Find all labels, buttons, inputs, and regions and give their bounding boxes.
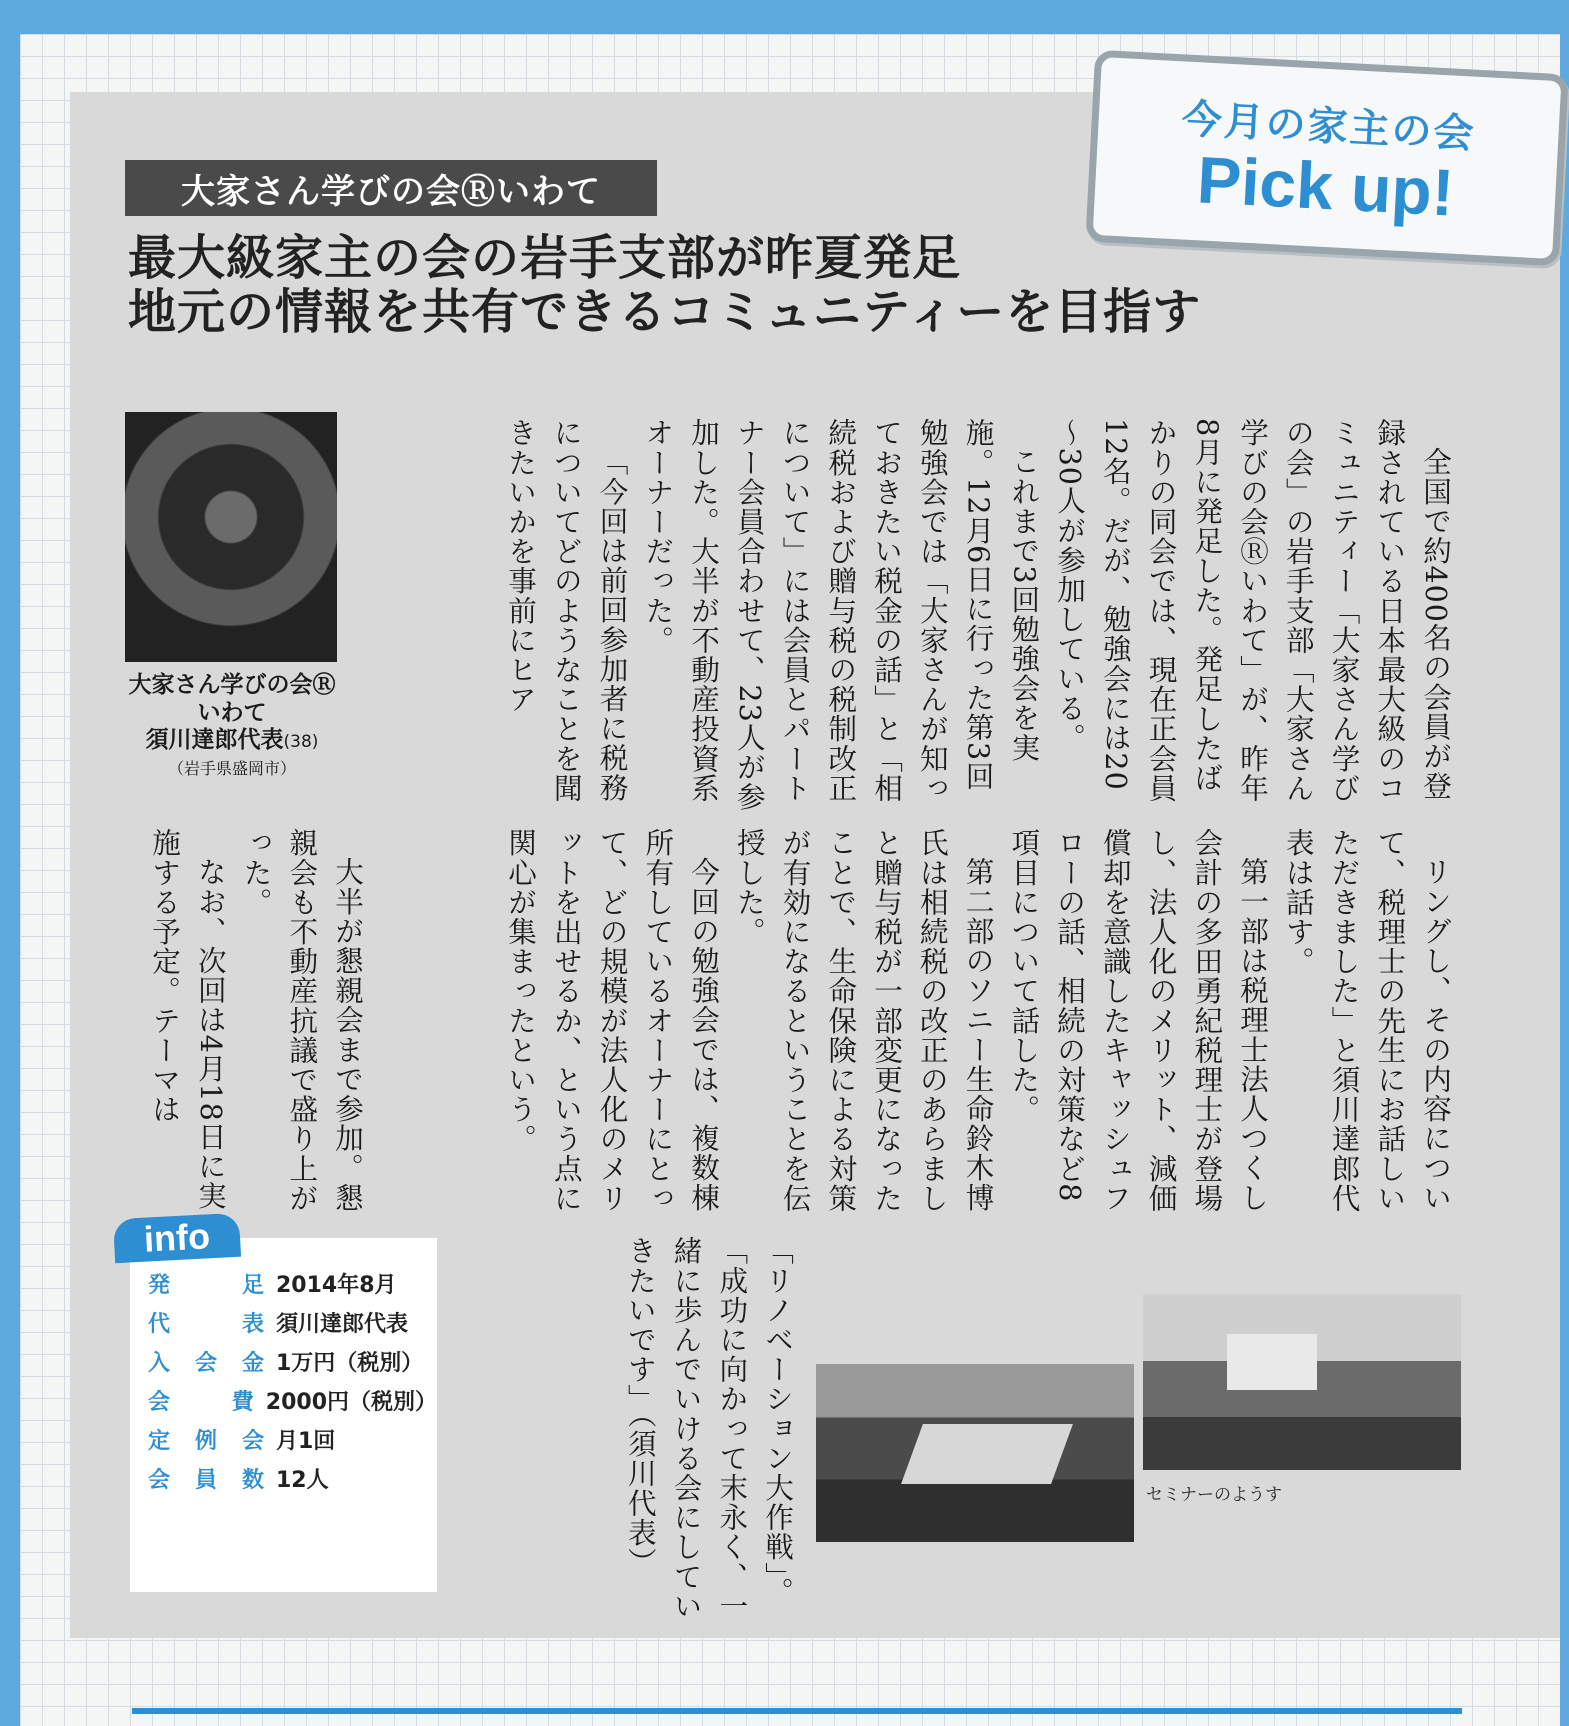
caption-location: （岩手県盛岡市） — [167, 758, 296, 778]
body-text-closing — [500, 1236, 800, 1636]
info-row — [148, 1342, 437, 1381]
bottom-rule — [132, 1708, 1462, 1714]
body-paragraph: 「リノベーション大作戦」。「成功に向かって末永く、一緒に歩んでいける会にしていきたいです」（須川代表） — [623, 1236, 795, 1621]
body-paragraph: 第一部は税理士法人つくし会計の多田勇紀税理士が登場し、法人化のメリット、減価償却を意識したキャッシュフローの話、相続の対策など8項目について話した。 — [1007, 828, 1270, 1213]
portrait-photo — [125, 412, 337, 662]
party-table-shape — [901, 1424, 1073, 1484]
info-row — [148, 1420, 437, 1459]
info-key: 会 員 数 — [148, 1468, 264, 1493]
caption-age: (38) — [283, 732, 319, 753]
body-paragraph: リングし、その内容について、税理士の先生にお話しいただきました」と須川達郎代表は話す。 — [1281, 828, 1453, 1213]
body-paragraph: 今回の勉強会では、複数棟所有しているオーナーにとって、どの規模が法人化のメリットを出せるか、という点に関心が集まったという。 — [504, 828, 721, 1213]
organization-tag: 大家さん学びの会Ⓡいわて — [125, 160, 657, 216]
info-row — [148, 1459, 437, 1498]
info-row — [148, 1381, 437, 1420]
portrait-caption — [96, 672, 368, 778]
info-key: 発 足 — [148, 1273, 264, 1298]
info-key: 入 会 金 — [148, 1351, 264, 1376]
info-box — [130, 1238, 437, 1592]
body-text-lower-left — [120, 828, 370, 1228]
info-value: 須川達郎代表 — [276, 1312, 409, 1337]
headline-line-2: 地元の情報を共有できるコミュニティーを目指す — [128, 283, 1202, 340]
caption-name: 須川達郎代表 — [145, 727, 284, 754]
caption-org-sub: いわて — [197, 699, 267, 726]
info-key: 会 費 — [148, 1390, 254, 1415]
info-value: 12人 — [276, 1468, 329, 1493]
info-row — [148, 1264, 437, 1303]
info-value: 2000円（税別） — [265, 1390, 437, 1415]
body-text-upper — [390, 418, 1458, 818]
info-value: 月1回 — [276, 1429, 336, 1454]
info-key: 定 例 会 — [148, 1429, 264, 1454]
body-paragraph: 全国で約400名の会員が登録されている日本最大級のコミュニティー「大家さん学びの会」の岩手支部「大家さん学びの会Ⓡいわて」が、昨年8月に発足した。発足したばかりの同会では、現在正会員12名。だが、勉強会には20～30人が参加している。 — [1053, 418, 1453, 803]
body-paragraph: 大半が懇親会まで参加。懇親会も不動産抗議で盛り上がった。 — [239, 828, 365, 1213]
caption-name-line — [96, 727, 368, 755]
info-value: 2014年8月 — [276, 1273, 397, 1298]
seminar-photo — [1143, 1294, 1461, 1470]
body-text-lower-right — [504, 828, 1458, 1228]
body-paragraph: 「今回は前回参加者に税務についてどのようなことを聞きたいかを事前にヒア — [504, 418, 630, 803]
info-key: 代 表 — [148, 1312, 264, 1337]
seminar-photo-caption: セミナーのようす — [1146, 1485, 1282, 1505]
info-tab: info — [113, 1213, 241, 1264]
caption-org: 大家さん学びの会Ⓡ — [128, 672, 336, 698]
pickup-title: 今月の家主の会 — [1180, 96, 1477, 158]
body-paragraph: なお、次回は4月18日に実施する予定。テーマは — [148, 828, 228, 1211]
party-photo — [816, 1364, 1134, 1542]
projector-screen-shape — [1227, 1334, 1317, 1390]
body-paragraph: 第二部のソニー生命鈴木博氏は相続税の改正のあらましと贈与税が一部変更になったことで、生命保険による対策が有効になるということを伝授した。 — [732, 828, 996, 1213]
info-row — [148, 1303, 437, 1342]
headline-line-1: 最大級家主の会の岩手支部が昨夏発足 — [128, 230, 962, 286]
pickup-subtitle: Pick up! — [1195, 142, 1456, 230]
body-paragraph: これまで3回勉強会を実施。12月6日に行った第3回勉強会では「大家さんが知っておきたい税金の話」と「相続税および贈与税の税制改正について」には会員とパートナー会員合わせて、23人が参加した。大半が不動産投資系オーナーだった。 — [641, 418, 1042, 812]
headline — [128, 232, 1528, 340]
info-value: 1万円（税別） — [276, 1351, 424, 1376]
